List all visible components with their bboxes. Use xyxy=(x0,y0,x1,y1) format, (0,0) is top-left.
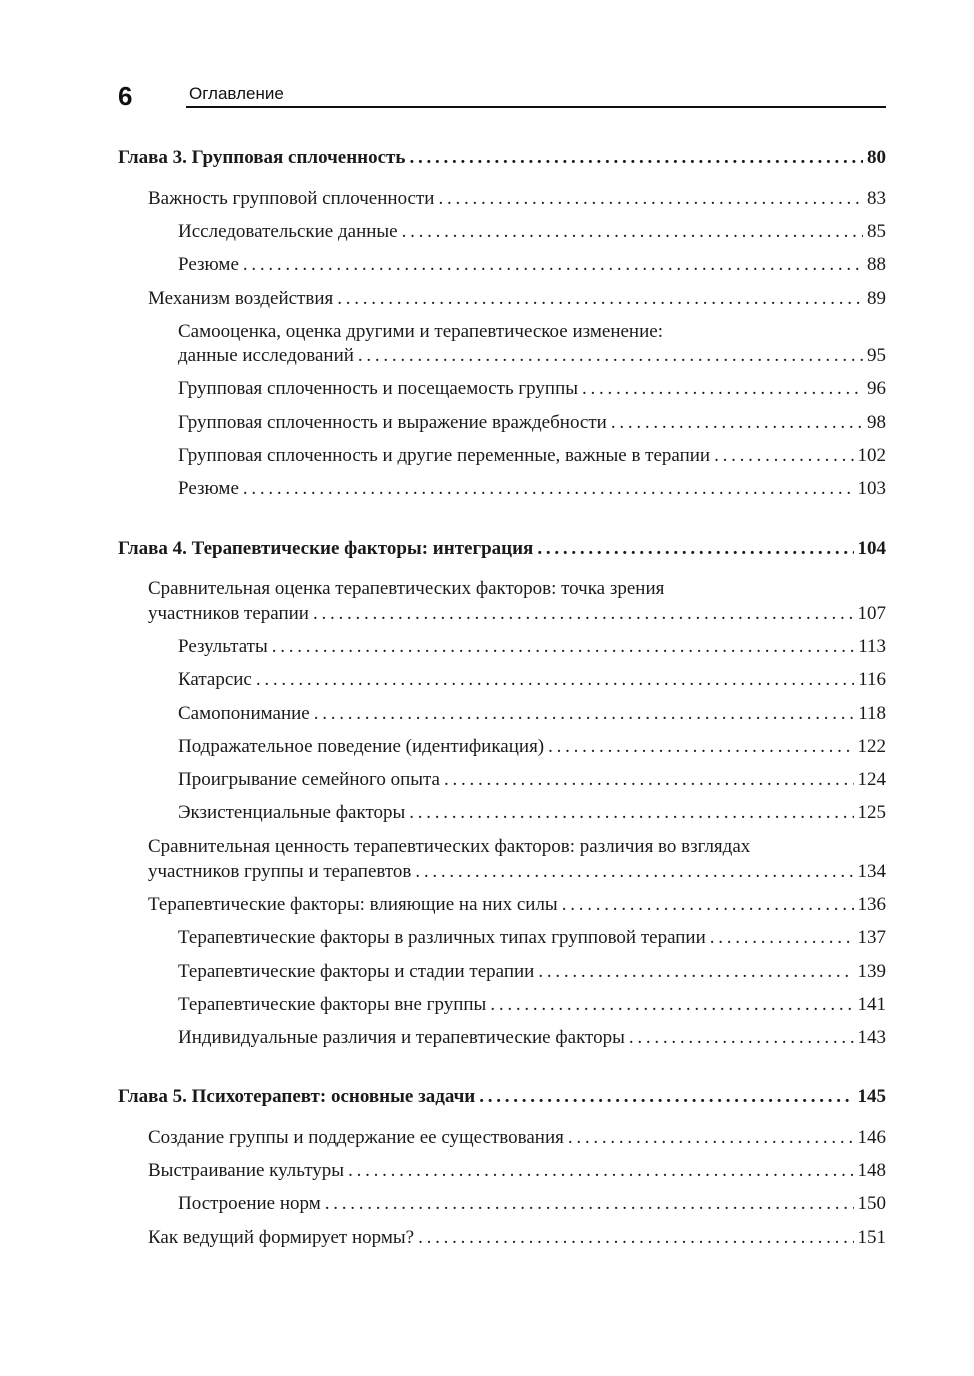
toc-subsection[interactable] xyxy=(178,1026,886,1050)
toc-entry-page: 146 xyxy=(857,1127,886,1148)
toc-entry-title: Как ведущий формирует нормы? xyxy=(148,1227,415,1248)
toc-subsection[interactable] xyxy=(178,377,886,401)
toc-section[interactable] xyxy=(148,287,886,311)
dot-leader xyxy=(358,344,863,368)
toc-entry-page: 137 xyxy=(857,927,886,948)
dot-leader xyxy=(710,926,854,950)
toc-entry-page: 124 xyxy=(857,769,886,790)
dot-leader xyxy=(562,893,854,917)
toc-entry-page: 150 xyxy=(857,1193,886,1214)
page-number: 6 xyxy=(118,81,133,111)
toc-chapter-3[interactable] xyxy=(118,146,886,170)
toc-entry-page: 89 xyxy=(867,288,886,309)
toc-subsection-first-line[interactable]: Самооценка, оценка другими и терапевтическое изменение: xyxy=(178,321,663,342)
toc-subsection[interactable] xyxy=(178,768,886,792)
toc-entry-title: Катарсис xyxy=(178,669,252,690)
dot-leader xyxy=(611,411,863,435)
dot-leader xyxy=(243,477,854,501)
dot-leader xyxy=(314,702,854,726)
toc-subsection[interactable] xyxy=(178,220,886,244)
dot-leader xyxy=(348,1159,853,1183)
toc-chapter-5[interactable] xyxy=(118,1085,886,1109)
toc-entry-page: 151 xyxy=(857,1227,886,1248)
toc-entry-title: Механизм воздействия xyxy=(148,288,334,309)
toc-entry-page: 122 xyxy=(857,736,886,757)
toc-entry-title: Создание группы и поддержание ее существования xyxy=(148,1127,564,1148)
toc-entry-page: 80 xyxy=(867,147,886,168)
toc-section[interactable] xyxy=(148,1159,886,1183)
toc-entry-title: Терапевтические факторы и стадии терапии xyxy=(178,961,535,982)
toc-entry-title: Резюме xyxy=(178,478,239,499)
toc-subsection[interactable] xyxy=(178,960,886,984)
toc-entry-title: Групповая сплоченность и выражение враждебности xyxy=(178,412,607,433)
toc-entry-page: 141 xyxy=(857,994,886,1015)
toc-entry-page: 118 xyxy=(858,703,886,724)
toc-subsection[interactable] xyxy=(178,668,886,692)
toc-entry-title: Проигрывание семейного опыта xyxy=(178,769,440,790)
toc-entry-page: 83 xyxy=(867,188,886,209)
toc-entry-page: 136 xyxy=(857,894,886,915)
toc-subsection[interactable] xyxy=(178,477,886,501)
toc-entry-title: Терапевтические факторы в различных типах групповой терапии xyxy=(178,927,706,948)
toc-entry-page: 95 xyxy=(867,345,886,366)
toc-entry-title: Резюме xyxy=(178,254,239,275)
toc-entry-title: Индивидуальные различия и терапевтические факторы xyxy=(178,1027,625,1048)
toc-entry-title: Важность групповой сплоченности xyxy=(148,188,435,209)
dot-leader xyxy=(337,287,863,311)
toc-subsection[interactable] xyxy=(178,444,886,468)
toc-entry-title: участников группы и терапевтов xyxy=(148,861,412,882)
toc-entry-page: 116 xyxy=(858,669,886,690)
toc-entry-page: 107 xyxy=(857,603,886,624)
dot-leader xyxy=(409,801,853,825)
dot-leader xyxy=(629,1026,854,1050)
toc-entry-page: 143 xyxy=(857,1027,886,1048)
dot-leader xyxy=(402,220,863,244)
toc-entry-title: Самопонимание xyxy=(178,703,310,724)
toc-entry-page: 145 xyxy=(857,1086,886,1107)
dot-leader xyxy=(256,668,854,692)
toc-entry-page: 125 xyxy=(857,802,886,823)
dot-leader xyxy=(444,768,854,792)
running-title: Оглавление xyxy=(189,84,284,103)
dot-leader xyxy=(714,444,853,468)
toc-entry-title: Выстраивание культуры xyxy=(148,1160,345,1181)
toc-entry-page: 113 xyxy=(858,636,886,657)
toc-subsection[interactable] xyxy=(178,344,886,368)
toc-entry-page: 98 xyxy=(867,412,886,433)
toc-subsection[interactable] xyxy=(178,993,886,1017)
toc-section-first-line[interactable]: Сравнительная ценность терапевтических факторов: различия во взглядах xyxy=(148,836,751,857)
dot-leader xyxy=(568,1126,854,1150)
toc-entry-title: Построение норм xyxy=(178,1193,321,1214)
dot-leader xyxy=(243,253,863,277)
dot-leader xyxy=(409,146,863,170)
toc-entry-title: Подражательное поведение (идентификация) xyxy=(178,736,545,757)
toc-subsection[interactable] xyxy=(178,801,886,825)
dot-leader xyxy=(415,860,853,884)
toc-subsection[interactable] xyxy=(178,926,886,950)
header-rule xyxy=(186,106,886,108)
toc-subsection[interactable] xyxy=(178,702,886,726)
dot-leader xyxy=(538,960,853,984)
toc-entry-page: 134 xyxy=(857,861,886,882)
toc-section[interactable] xyxy=(148,187,886,211)
dot-leader xyxy=(438,187,863,211)
toc-entry-page: 103 xyxy=(857,478,886,499)
dot-leader xyxy=(418,1226,853,1250)
toc-subsection[interactable] xyxy=(178,253,886,277)
toc-entry-page: 88 xyxy=(867,254,886,275)
toc-subsection[interactable] xyxy=(178,411,886,435)
toc-subsection[interactable] xyxy=(178,635,886,659)
toc-entry-title: Глава 4. Терапевтические факторы: интеграция xyxy=(118,538,534,559)
toc-entry-page: 85 xyxy=(867,221,886,242)
toc-entry-page: 139 xyxy=(857,961,886,982)
dot-leader xyxy=(313,602,854,626)
toc-entry-page: 96 xyxy=(867,378,886,399)
toc-section[interactable] xyxy=(148,893,886,917)
toc-section[interactable] xyxy=(148,602,886,626)
toc-subsection[interactable] xyxy=(178,735,886,759)
dot-leader xyxy=(537,537,853,561)
dot-leader xyxy=(325,1192,854,1216)
toc-chapter-4[interactable] xyxy=(118,537,886,561)
toc-entry-title: Результаты xyxy=(178,636,268,657)
toc-entry-title: участников терапии xyxy=(148,603,309,624)
toc-entry-title: Терапевтические факторы: влияющие на них силы xyxy=(148,894,558,915)
toc-entry-title: Терапевтические факторы вне группы xyxy=(178,994,487,1015)
toc-section-first-line[interactable]: Сравнительная оценка терапевтических факторов: точка зрения xyxy=(148,578,665,599)
dot-leader xyxy=(479,1085,853,1109)
toc-entry-title: Глава 5. Психотерапевт: основные задачи xyxy=(118,1086,476,1107)
dot-leader xyxy=(548,735,853,759)
toc-entry-title: Исследовательские данные xyxy=(178,221,398,242)
toc-entry-title: Экзистенциальные факторы xyxy=(178,802,406,823)
toc-section[interactable] xyxy=(148,860,886,884)
toc-entry-page: 148 xyxy=(857,1160,886,1181)
toc-section[interactable] xyxy=(148,1226,886,1250)
dot-leader xyxy=(582,377,863,401)
toc-entry-page: 104 xyxy=(857,538,886,559)
toc-entry-title: Глава 3. Групповая сплоченность xyxy=(118,147,406,168)
toc-entry-page: 102 xyxy=(857,445,886,466)
toc-entry-title: Групповая сплоченность и другие переменные, важные в терапии xyxy=(178,445,711,466)
toc-subsection[interactable] xyxy=(178,1192,886,1216)
toc-section[interactable] xyxy=(148,1126,886,1150)
dot-leader xyxy=(272,635,854,659)
toc-entry-title: Групповая сплоченность и посещаемость группы xyxy=(178,378,579,399)
toc-entry-title: данные исследований xyxy=(178,345,354,366)
dot-leader xyxy=(490,993,853,1017)
